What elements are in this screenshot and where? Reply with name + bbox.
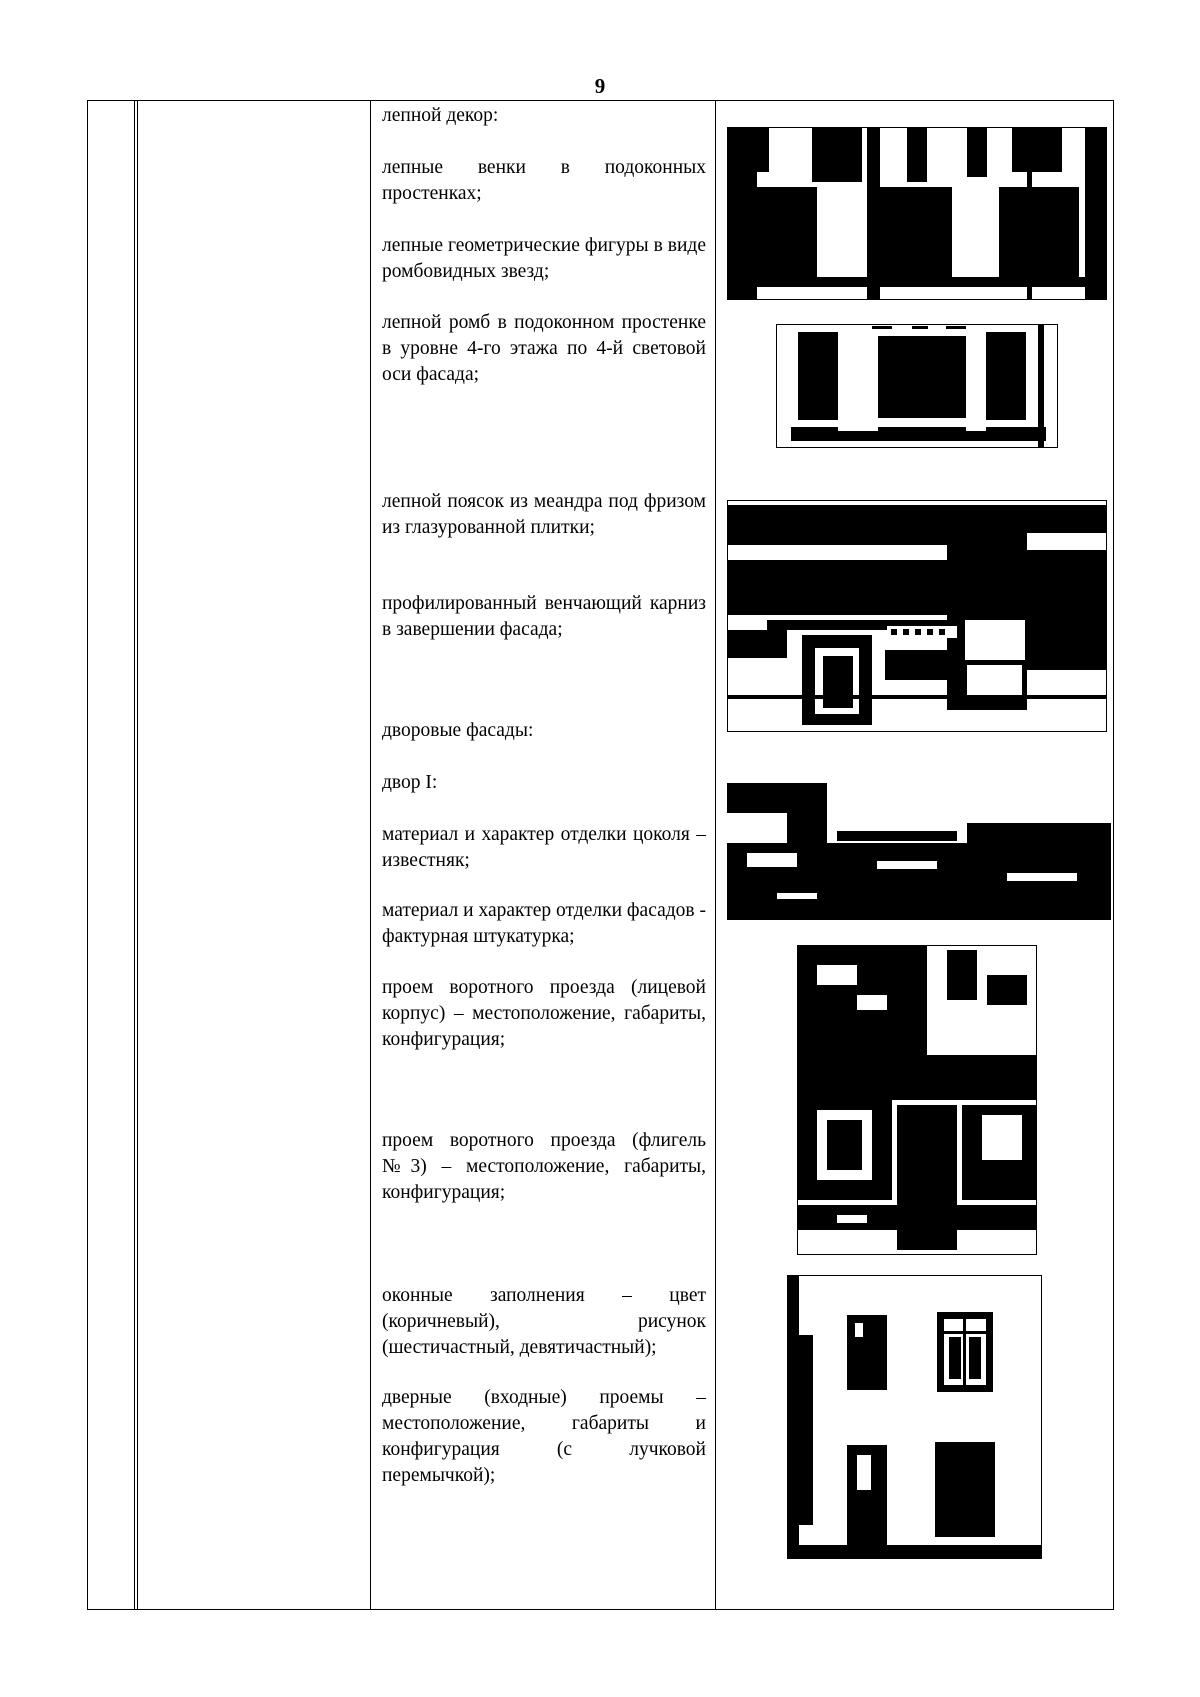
page-number: 9	[594, 74, 606, 98]
text-entrance-doors: дверные (входные) проемы – местоположение, габариты и конфигурация (с лучковой перемычкой);	[382, 1387, 706, 1486]
photo-meander-cornice	[727, 500, 1107, 732]
photo-gate-passage	[797, 945, 1037, 1255]
photo-courtyard-plinth	[727, 783, 1111, 920]
text-cornice: профилированный венчающий карниз в завершении фасада;	[382, 593, 706, 640]
text-stucco-wreaths: лепные венки в подоконных простенках;	[382, 157, 706, 204]
text-stucco-stars: лепные геометрические фигуры в виде ромбовидных звезд;	[382, 235, 706, 282]
text-courtyard-one: двор I:	[382, 772, 438, 793]
text-facade-material: материал и характер отделки фасадов - фактурная штукатурка;	[382, 900, 706, 947]
text-meander-band: лепной поясок из меандра под фризом из глазурованной плитки;	[382, 491, 706, 538]
photo-stucco-rhombus	[776, 324, 1058, 448]
text-gate-main: проем воротного проезда (лицевой корпус) – местоположение, габариты, конфигурация;	[382, 977, 706, 1050]
text-window-fillings: оконные заполнения – цвет (коричневый), рисунок (шестичастный, девятичастный);	[382, 1285, 706, 1358]
photo-window-fillings	[787, 1275, 1042, 1559]
text-stucco-rhombus: лепной ромб в подоконном простенке в уровне 4-го этажа по 4-й световой оси фасада;	[382, 312, 706, 385]
column-divider	[137, 101, 138, 1609]
text-gate-wing: проем воротного проезда (флигель №3) – местоположение, габариты, конфигурация;	[382, 1130, 706, 1203]
text-plinth-material: материал и характер отделки цоколя – известняк;	[382, 824, 706, 871]
text-courtyard-facades: дворовые фасады:	[382, 720, 534, 741]
column-divider	[370, 101, 371, 1609]
photo-stucco-wreaths	[727, 127, 1107, 300]
column-divider	[715, 101, 716, 1609]
column-divider	[134, 101, 135, 1609]
text-stucco-decor: лепной декор:	[382, 105, 499, 126]
